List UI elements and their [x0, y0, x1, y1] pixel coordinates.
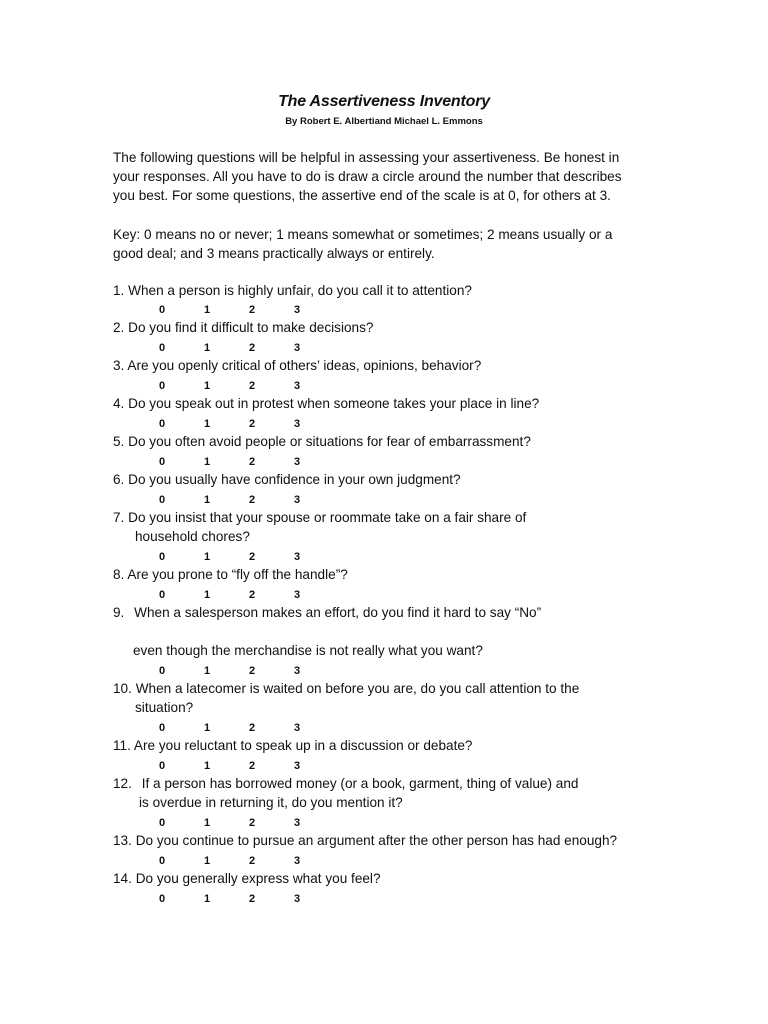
rating-option-1[interactable]: 1: [204, 456, 211, 468]
rating-option-1[interactable]: 1: [204, 722, 211, 734]
question-text: situation?: [135, 700, 194, 715]
question-5: [113, 433, 531, 451]
question-text: If a person has borrowed money (or a book, garment, thing of value) and: [141, 776, 579, 791]
question-text: Do you continue to pursue an argument after the other person has had enough?: [135, 833, 618, 848]
rating-option-1[interactable]: 1: [204, 893, 211, 905]
question-9: [113, 604, 541, 622]
intro-line: you best. For some questions, the assertive end of the scale is at 0, for others at 3.: [113, 188, 611, 203]
question-12-continued: [139, 794, 403, 812]
question-number: 13.: [113, 833, 132, 848]
question-4: [113, 395, 539, 413]
question-7: [113, 509, 526, 527]
question-2: [113, 319, 373, 337]
rating-option-2[interactable]: 2: [249, 342, 256, 354]
rating-option-2[interactable]: 2: [249, 722, 256, 734]
question-text: Do you find it difficult to make decisions?: [128, 320, 374, 335]
question-text: Do you generally express what you feel?: [135, 871, 381, 886]
rating-option-0[interactable]: 0: [159, 342, 166, 354]
question-text: When a person is highly unfair, do you call it to attention?: [128, 283, 472, 298]
question-10: [113, 680, 579, 698]
question-10-continued: [135, 699, 193, 717]
rating-option-3[interactable]: 3: [294, 342, 301, 354]
question-text: is overdue in returning it, do you mention it?: [139, 795, 403, 810]
rating-option-1[interactable]: 1: [204, 342, 211, 354]
question-3: [113, 357, 481, 375]
question-1: [113, 282, 472, 300]
rating-option-3[interactable]: 3: [294, 589, 301, 601]
rating-option-0[interactable]: 0: [159, 380, 166, 392]
question-text: Do you usually have confidence in your own judgment?: [128, 472, 461, 487]
rating-option-2[interactable]: 2: [249, 893, 256, 905]
rating-option-3[interactable]: 3: [294, 855, 301, 867]
rating-option-3[interactable]: 3: [294, 456, 301, 468]
question-number: 9.: [113, 605, 125, 620]
rating-option-1[interactable]: 1: [204, 665, 211, 677]
question-number: 10.: [113, 681, 132, 696]
key-line: Key: 0 means no or never; 1 means somewhat or sometimes; 2 means usually or a: [113, 227, 613, 242]
rating-option-2[interactable]: 2: [249, 380, 256, 392]
question-number: 7.: [113, 510, 125, 525]
rating-option-1[interactable]: 1: [204, 380, 211, 392]
rating-option-1[interactable]: 1: [204, 304, 211, 316]
rating-option-2[interactable]: 2: [249, 456, 256, 468]
rating-option-1[interactable]: 1: [204, 418, 211, 430]
question-number: 4.: [113, 396, 125, 411]
intro-line: The following questions will be helpful in assessing your assertiveness. Be honest in: [113, 150, 620, 165]
rating-option-0[interactable]: 0: [159, 722, 166, 734]
rating-option-1[interactable]: 1: [204, 855, 211, 867]
rating-option-2[interactable]: 2: [249, 817, 256, 829]
rating-option-0[interactable]: 0: [159, 817, 166, 829]
question-number: 5.: [113, 434, 125, 449]
question-number: 6.: [113, 472, 125, 487]
question-9-continued: [133, 642, 483, 660]
rating-option-1[interactable]: 1: [204, 494, 211, 506]
question-number: 12.: [113, 776, 132, 791]
question-text: Are you openly critical of others’ ideas, opinions, behavior?: [127, 358, 482, 373]
question-text: even though the merchandise is not really what you want?: [133, 643, 483, 658]
document-title: The Assertiveness Inventory: [278, 93, 490, 110]
rating-option-2[interactable]: 2: [249, 494, 256, 506]
question-text: When a latecomer is waited on before you are, do you call attention to the: [135, 681, 580, 696]
rating-option-0[interactable]: 0: [159, 418, 166, 430]
rating-option-0[interactable]: 0: [159, 855, 166, 867]
rating-option-0[interactable]: 0: [159, 665, 166, 677]
question-text: household chores?: [135, 529, 250, 544]
rating-option-1[interactable]: 1: [204, 589, 211, 601]
rating-option-3[interactable]: 3: [294, 760, 301, 772]
rating-option-0[interactable]: 0: [159, 893, 166, 905]
rating-option-0[interactable]: 0: [159, 304, 166, 316]
question-8: [113, 566, 348, 584]
document-byline: By Robert E. Albertiand Michael L. Emmons: [285, 116, 483, 127]
rating-option-1[interactable]: 1: [204, 760, 211, 772]
rating-option-2[interactable]: 2: [249, 589, 256, 601]
question-12: [113, 775, 578, 793]
question-text: Do you often avoid people or situations for fear of embarrassment?: [128, 434, 531, 449]
key-line: good deal; and 3 means practically always or entirely.: [113, 246, 435, 261]
rating-option-0[interactable]: 0: [159, 589, 166, 601]
rating-option-3[interactable]: 3: [294, 551, 301, 563]
question-number: 8.: [113, 567, 125, 582]
question-number: 3.: [113, 358, 125, 373]
rating-option-1[interactable]: 1: [204, 817, 211, 829]
rating-option-1[interactable]: 1: [204, 551, 211, 563]
rating-option-0[interactable]: 0: [159, 551, 166, 563]
rating-option-0[interactable]: 0: [159, 456, 166, 468]
rating-option-3[interactable]: 3: [294, 304, 301, 316]
question-text: When a salesperson makes an effort, do you find it hard to say “No”: [134, 605, 542, 620]
question-11: [113, 737, 472, 755]
question-text: Are you reluctant to speak up in a discussion or debate?: [133, 738, 473, 753]
question-number: 2.: [113, 320, 125, 335]
rating-option-3[interactable]: 3: [294, 418, 301, 430]
rating-option-2[interactable]: 2: [249, 855, 256, 867]
rating-option-0[interactable]: 0: [159, 760, 166, 772]
question-text: Do you insist that your spouse or roommate take on a fair share of: [128, 510, 527, 525]
rating-option-2[interactable]: 2: [249, 760, 256, 772]
question-text: Are you prone to “fly off the handle”?: [127, 567, 348, 582]
question-text: Do you speak out in protest when someone takes your place in line?: [128, 396, 540, 411]
question-13: [113, 832, 617, 850]
rating-option-3[interactable]: 3: [294, 665, 301, 677]
rating-option-3[interactable]: 3: [294, 817, 301, 829]
rating-option-3[interactable]: 3: [294, 494, 301, 506]
rating-option-0[interactable]: 0: [159, 494, 166, 506]
intro-paragraph: [113, 148, 673, 205]
rating-option-3[interactable]: 3: [294, 380, 301, 392]
rating-option-3[interactable]: 3: [294, 893, 301, 905]
question-14: [113, 870, 381, 888]
question-number: 11.: [113, 738, 131, 753]
question-6: [113, 471, 461, 489]
rating-option-2[interactable]: 2: [249, 551, 256, 563]
rating-option-2[interactable]: 2: [249, 304, 256, 316]
rating-option-3[interactable]: 3: [294, 722, 301, 734]
question-number: 14.: [113, 871, 132, 886]
intro-line: your responses. All you have to do is draw a circle around the number that describes: [113, 169, 622, 184]
rating-option-2[interactable]: 2: [249, 665, 256, 677]
rating-option-2[interactable]: 2: [249, 418, 256, 430]
question-7-continued: [135, 528, 250, 546]
key-paragraph: [113, 225, 673, 263]
question-number: 1.: [113, 283, 125, 298]
